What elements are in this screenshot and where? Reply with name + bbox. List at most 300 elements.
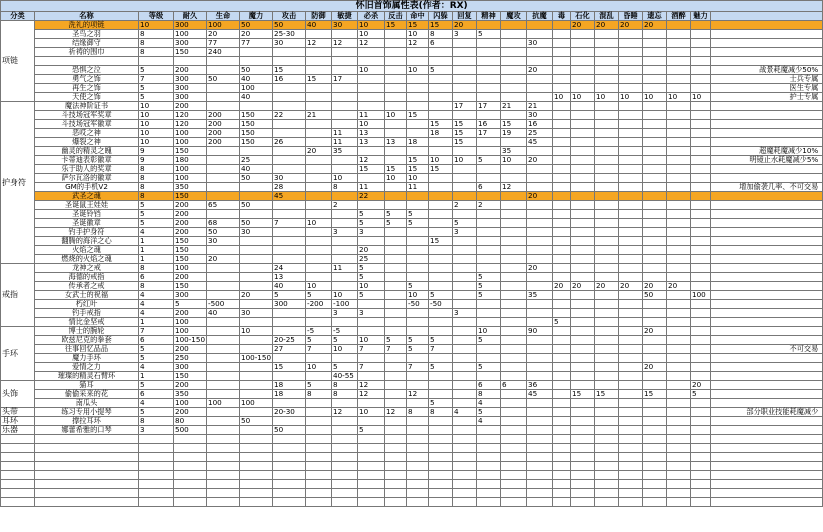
stat-cell: 13 xyxy=(385,138,407,147)
stat-cell xyxy=(619,345,643,354)
stat-cell: 15 xyxy=(306,75,332,84)
stat-cell xyxy=(619,165,643,174)
stat-cell: 250 xyxy=(174,354,207,363)
stat-cell xyxy=(477,210,501,219)
stat-cell: 10 xyxy=(407,66,429,75)
stat-cell: 1 xyxy=(139,246,174,255)
stat-cell xyxy=(619,390,643,399)
stat-cell xyxy=(385,246,407,255)
stat-cell: 7 xyxy=(358,345,385,354)
stat-cell xyxy=(453,174,477,183)
stat-cell xyxy=(306,408,332,417)
empty-cell xyxy=(1,471,35,480)
stat-cell xyxy=(477,138,501,147)
stat-cell: 150 xyxy=(174,282,207,291)
stat-cell xyxy=(501,255,527,264)
stat-cell xyxy=(643,156,667,165)
stat-cell xyxy=(429,264,453,273)
stat-cell xyxy=(453,327,477,336)
stat-cell: 13 xyxy=(358,129,385,138)
stat-cell: 200 xyxy=(207,111,240,120)
stat-cell xyxy=(691,309,711,318)
note-cell: 士兵专属 xyxy=(711,75,823,84)
stat-cell xyxy=(240,273,273,282)
empty-cell xyxy=(711,489,823,498)
note-cell xyxy=(711,327,823,336)
stat-cell: 200 xyxy=(174,273,207,282)
stat-cell xyxy=(527,273,553,282)
empty-cell xyxy=(306,480,332,489)
empty-cell xyxy=(501,435,527,444)
empty-cell xyxy=(306,435,332,444)
note-cell xyxy=(711,282,823,291)
stat-cell: 45 xyxy=(527,390,553,399)
stat-cell xyxy=(332,111,358,120)
stat-cell: 5 xyxy=(306,336,332,345)
empty-cell xyxy=(139,471,174,480)
note-cell xyxy=(711,246,823,255)
stat-cell: 12 xyxy=(407,390,429,399)
stat-cell: 20 xyxy=(207,30,240,39)
stat-cell xyxy=(453,273,477,282)
stat-cell xyxy=(240,363,273,372)
note-cell xyxy=(711,300,823,309)
note-cell xyxy=(711,237,823,246)
stat-cell: 100 xyxy=(174,318,207,327)
stat-cell: 5 xyxy=(477,282,501,291)
stat-cell: 15 xyxy=(453,138,477,147)
item-name-cell: 祈祷的围巾 xyxy=(35,48,139,57)
stat-cell xyxy=(527,399,553,408)
stat-cell: 10 xyxy=(407,291,429,300)
stat-cell xyxy=(385,48,407,57)
empty-cell xyxy=(619,444,643,453)
stat-cell xyxy=(453,318,477,327)
stat-cell xyxy=(667,318,691,327)
stat-cell xyxy=(571,183,595,192)
item-name-cell: 情比金坚戒 xyxy=(35,318,139,327)
stat-cell: 5 xyxy=(477,336,501,345)
stat-cell xyxy=(571,192,595,201)
stat-cell: 4 xyxy=(139,291,174,300)
stat-cell xyxy=(643,219,667,228)
stat-cell: 200 xyxy=(174,102,207,111)
stat-cell: 6 xyxy=(501,381,527,390)
stat-cell xyxy=(332,210,358,219)
stat-cell: 35 xyxy=(501,147,527,156)
stat-cell: 12 xyxy=(407,39,429,48)
stat-cell xyxy=(553,102,571,111)
stat-cell xyxy=(571,336,595,345)
empty-cell xyxy=(332,444,358,453)
stat-cell xyxy=(571,102,595,111)
empty-cell xyxy=(358,471,385,480)
stat-cell: 5 xyxy=(306,381,332,390)
stat-cell: 15 xyxy=(429,237,453,246)
empty-cell xyxy=(643,462,667,471)
stat-cell: 5 xyxy=(139,354,174,363)
empty-cell xyxy=(174,462,207,471)
stat-cell xyxy=(273,84,306,93)
stat-cell xyxy=(453,381,477,390)
stat-cell xyxy=(571,138,595,147)
stat-cell: 6 xyxy=(139,390,174,399)
stat-cell: 7 xyxy=(407,363,429,372)
empty-cell xyxy=(358,444,385,453)
stat-cell: 40 xyxy=(306,21,332,30)
stat-cell: -100 xyxy=(332,300,358,309)
stat-cell xyxy=(691,408,711,417)
empty-row xyxy=(1,480,823,489)
column-header: 精神 xyxy=(477,12,501,21)
stat-cell xyxy=(385,84,407,93)
stat-cell: 10 xyxy=(407,174,429,183)
stat-cell: 3 xyxy=(453,309,477,318)
stat-cell xyxy=(501,75,527,84)
stat-cell xyxy=(306,309,332,318)
stat-cell xyxy=(306,417,332,426)
stat-cell: 8 xyxy=(139,174,174,183)
item-name-cell: 斗技场冠军徽章 xyxy=(35,120,139,129)
stat-cell: 300 xyxy=(174,75,207,84)
stat-cell: 10 xyxy=(358,120,385,129)
stat-cell xyxy=(595,300,619,309)
note-cell xyxy=(711,363,823,372)
stat-cell xyxy=(553,381,571,390)
stat-cell xyxy=(667,66,691,75)
empty-row xyxy=(1,462,823,471)
item-name-cell: 朽红叶 xyxy=(35,300,139,309)
stat-cell: 22 xyxy=(358,192,385,201)
stat-cell xyxy=(501,282,527,291)
stat-cell xyxy=(667,21,691,30)
stat-cell xyxy=(691,363,711,372)
stat-cell xyxy=(385,147,407,156)
stat-cell: 11 xyxy=(358,183,385,192)
stat-cell: 10 xyxy=(453,156,477,165)
stat-cell: 20 xyxy=(207,255,240,264)
stat-cell xyxy=(553,426,571,435)
stat-cell xyxy=(667,417,691,426)
stat-cell: 10 xyxy=(240,327,273,336)
stat-cell: 18 xyxy=(407,138,429,147)
stat-cell xyxy=(306,93,332,102)
stat-cell: 18 xyxy=(273,390,306,399)
stat-cell xyxy=(501,336,527,345)
empty-cell xyxy=(139,435,174,444)
stat-cell xyxy=(501,354,527,363)
stat-cell: 21 xyxy=(527,102,553,111)
item-name-cell: 幽灵的精灵之魄 xyxy=(35,147,139,156)
stat-cell: 20 xyxy=(643,363,667,372)
stat-cell xyxy=(595,165,619,174)
stat-cell xyxy=(595,102,619,111)
stat-cell: 15 xyxy=(643,390,667,399)
stat-cell xyxy=(477,66,501,75)
stat-cell: 17 xyxy=(332,75,358,84)
stat-cell: 10 xyxy=(306,219,332,228)
item-name-cell: 南瓜头 xyxy=(35,399,139,408)
column-header: 闪躲 xyxy=(429,12,453,21)
stat-cell: 40-55 xyxy=(332,372,358,381)
stat-cell xyxy=(553,264,571,273)
empty-cell xyxy=(332,498,358,507)
column-header: 名称 xyxy=(35,12,139,21)
stat-cell xyxy=(306,228,332,237)
stat-cell: 8 xyxy=(429,408,453,417)
stat-cell: 20 xyxy=(527,192,553,201)
stat-cell xyxy=(571,264,595,273)
stat-cell xyxy=(643,147,667,156)
item-name-cell: 再生之饰 xyxy=(35,84,139,93)
empty-cell xyxy=(273,489,306,498)
stat-cell xyxy=(429,93,453,102)
stat-cell xyxy=(643,417,667,426)
table-row xyxy=(1,48,823,57)
stat-cell: 24 xyxy=(273,264,306,273)
empty-cell xyxy=(553,444,571,453)
column-header: 魅力 xyxy=(691,12,711,21)
stat-cell xyxy=(527,417,553,426)
stat-cell xyxy=(527,75,553,84)
stat-cell xyxy=(691,57,711,66)
stat-cell xyxy=(667,75,691,84)
stat-cell xyxy=(501,237,527,246)
stat-cell: 13 xyxy=(273,273,306,282)
empty-cell xyxy=(429,435,453,444)
note-cell xyxy=(711,192,823,201)
stat-cell: 300 xyxy=(273,300,306,309)
empty-cell xyxy=(477,453,501,462)
stat-cell xyxy=(643,120,667,129)
stat-cell: 3 xyxy=(453,30,477,39)
stat-cell: 15 xyxy=(571,390,595,399)
empty-row xyxy=(1,444,823,453)
empty-cell xyxy=(429,462,453,471)
stat-cell: 15 xyxy=(429,120,453,129)
empty-cell xyxy=(619,498,643,507)
stat-cell: 5 xyxy=(407,282,429,291)
empty-cell xyxy=(691,480,711,489)
stat-cell xyxy=(571,165,595,174)
stat-cell: 8 xyxy=(139,417,174,426)
stat-cell xyxy=(429,309,453,318)
stat-cell xyxy=(643,192,667,201)
stat-cell xyxy=(453,345,477,354)
stat-cell xyxy=(207,57,240,66)
empty-cell xyxy=(273,453,306,462)
note-cell: 增加偷袭几率、不可交易 xyxy=(711,183,823,192)
stat-cell xyxy=(306,201,332,210)
stat-cell: 22 xyxy=(273,111,306,120)
stat-cell xyxy=(553,129,571,138)
stat-cell xyxy=(553,237,571,246)
stat-cell xyxy=(619,300,643,309)
stat-cell: 500 xyxy=(174,426,207,435)
column-header: 攻击 xyxy=(273,12,306,21)
stat-cell xyxy=(385,282,407,291)
stat-cell xyxy=(667,192,691,201)
stat-cell xyxy=(553,183,571,192)
item-name-cell: 圣诞鼠王娃娃 xyxy=(35,201,139,210)
item-name-cell: 钓手戒指 xyxy=(35,309,139,318)
empty-cell xyxy=(35,453,139,462)
table-row xyxy=(1,417,823,426)
stat-cell xyxy=(240,264,273,273)
stat-cell xyxy=(385,75,407,84)
item-name-cell: 魔法神阶证书 xyxy=(35,102,139,111)
stat-cell: 5 xyxy=(139,381,174,390)
stat-cell xyxy=(691,345,711,354)
stat-cell xyxy=(429,426,453,435)
stat-cell xyxy=(385,300,407,309)
empty-cell xyxy=(35,489,139,498)
empty-cell xyxy=(1,462,35,471)
empty-cell xyxy=(174,498,207,507)
stat-cell xyxy=(667,264,691,273)
stat-cell xyxy=(429,273,453,282)
empty-cell xyxy=(527,444,553,453)
category-cell: 项链 xyxy=(1,21,35,102)
stat-cell xyxy=(619,39,643,48)
stat-cell xyxy=(595,336,619,345)
item-name-cell: 燃烧的火焰之魂 xyxy=(35,255,139,264)
empty-cell xyxy=(619,462,643,471)
stat-cell xyxy=(619,219,643,228)
empty-cell xyxy=(174,471,207,480)
stat-cell xyxy=(691,21,711,30)
stat-cell xyxy=(207,345,240,354)
stat-cell: 7 xyxy=(385,345,407,354)
note-cell xyxy=(711,390,823,399)
stat-cell xyxy=(595,228,619,237)
stat-cell xyxy=(691,129,711,138)
stat-cell xyxy=(527,219,553,228)
stat-cell: 5 xyxy=(429,399,453,408)
stat-cell xyxy=(501,246,527,255)
stat-cell xyxy=(667,426,691,435)
stat-cell xyxy=(407,318,429,327)
empty-cell xyxy=(711,444,823,453)
stat-cell: -500 xyxy=(207,300,240,309)
stat-cell xyxy=(207,93,240,102)
stat-cell xyxy=(553,399,571,408)
stat-cell: 7 xyxy=(139,75,174,84)
empty-cell xyxy=(332,462,358,471)
stat-cell: 200 xyxy=(174,219,207,228)
stat-cell xyxy=(667,237,691,246)
empty-cell xyxy=(174,435,207,444)
table-row xyxy=(1,363,823,372)
stat-cell: 5 xyxy=(358,210,385,219)
empty-cell xyxy=(619,489,643,498)
stat-cell xyxy=(273,120,306,129)
stat-cell xyxy=(429,84,453,93)
empty-cell xyxy=(240,471,273,480)
stat-cell xyxy=(619,147,643,156)
stat-cell xyxy=(385,39,407,48)
stat-cell xyxy=(667,147,691,156)
stat-cell: 19 xyxy=(501,129,527,138)
stat-cell xyxy=(667,300,691,309)
column-header: 命中 xyxy=(407,12,429,21)
stat-cell xyxy=(619,120,643,129)
stat-cell: 5 xyxy=(407,345,429,354)
stat-cell xyxy=(501,345,527,354)
stat-cell: 20 xyxy=(571,282,595,291)
item-name-cell: 女武士的祝福 xyxy=(35,291,139,300)
stat-cell: 30 xyxy=(527,39,553,48)
stat-cell xyxy=(553,66,571,75)
stat-cell: 5 xyxy=(139,93,174,102)
stat-cell xyxy=(306,264,332,273)
stat-cell: 16 xyxy=(273,75,306,84)
stat-cell xyxy=(453,336,477,345)
stat-cell: 5 xyxy=(429,363,453,372)
stat-cell xyxy=(667,138,691,147)
stat-cell xyxy=(553,390,571,399)
empty-cell xyxy=(667,435,691,444)
note-cell xyxy=(711,219,823,228)
stat-cell: 25-30 xyxy=(273,30,306,39)
empty-cell xyxy=(174,453,207,462)
stat-cell xyxy=(571,426,595,435)
empty-cell xyxy=(240,480,273,489)
stat-cell: 10 xyxy=(358,66,385,75)
empty-cell xyxy=(358,489,385,498)
stat-cell xyxy=(306,237,332,246)
stat-cell: 20 xyxy=(643,327,667,336)
table-row xyxy=(1,246,823,255)
stat-cell xyxy=(501,21,527,30)
stat-cell xyxy=(553,201,571,210)
stat-cell xyxy=(385,237,407,246)
column-header: 防御 xyxy=(306,12,332,21)
stat-cell xyxy=(273,93,306,102)
stat-cell xyxy=(595,210,619,219)
stat-cell: 20 xyxy=(643,282,667,291)
stat-cell: -5 xyxy=(306,327,332,336)
stat-cell xyxy=(619,210,643,219)
stat-cell xyxy=(477,300,501,309)
stat-cell: 18 xyxy=(273,381,306,390)
stat-cell xyxy=(273,309,306,318)
stat-cell xyxy=(667,183,691,192)
title-row xyxy=(1,1,823,12)
stat-cell xyxy=(501,219,527,228)
stat-cell xyxy=(501,417,527,426)
column-header: 耐久 xyxy=(174,12,207,21)
category-cell: 乐器 xyxy=(1,426,35,435)
stat-cell xyxy=(619,291,643,300)
stat-cell xyxy=(553,30,571,39)
note-cell: 战景耗魔减少50% xyxy=(711,66,823,75)
stat-cell: 5 xyxy=(453,219,477,228)
column-header: 等级 xyxy=(139,12,174,21)
stat-cell: 2 xyxy=(453,201,477,210)
stat-cell: 20 xyxy=(667,282,691,291)
stat-cell: 4 xyxy=(139,228,174,237)
stat-cell xyxy=(553,138,571,147)
stat-cell xyxy=(667,372,691,381)
stat-cell: 50 xyxy=(240,417,273,426)
item-name-cell: 恶哎之神 xyxy=(35,129,139,138)
empty-cell xyxy=(477,444,501,453)
stat-cell xyxy=(553,300,571,309)
stat-cell xyxy=(501,30,527,39)
stat-cell xyxy=(571,237,595,246)
stat-cell xyxy=(477,165,501,174)
